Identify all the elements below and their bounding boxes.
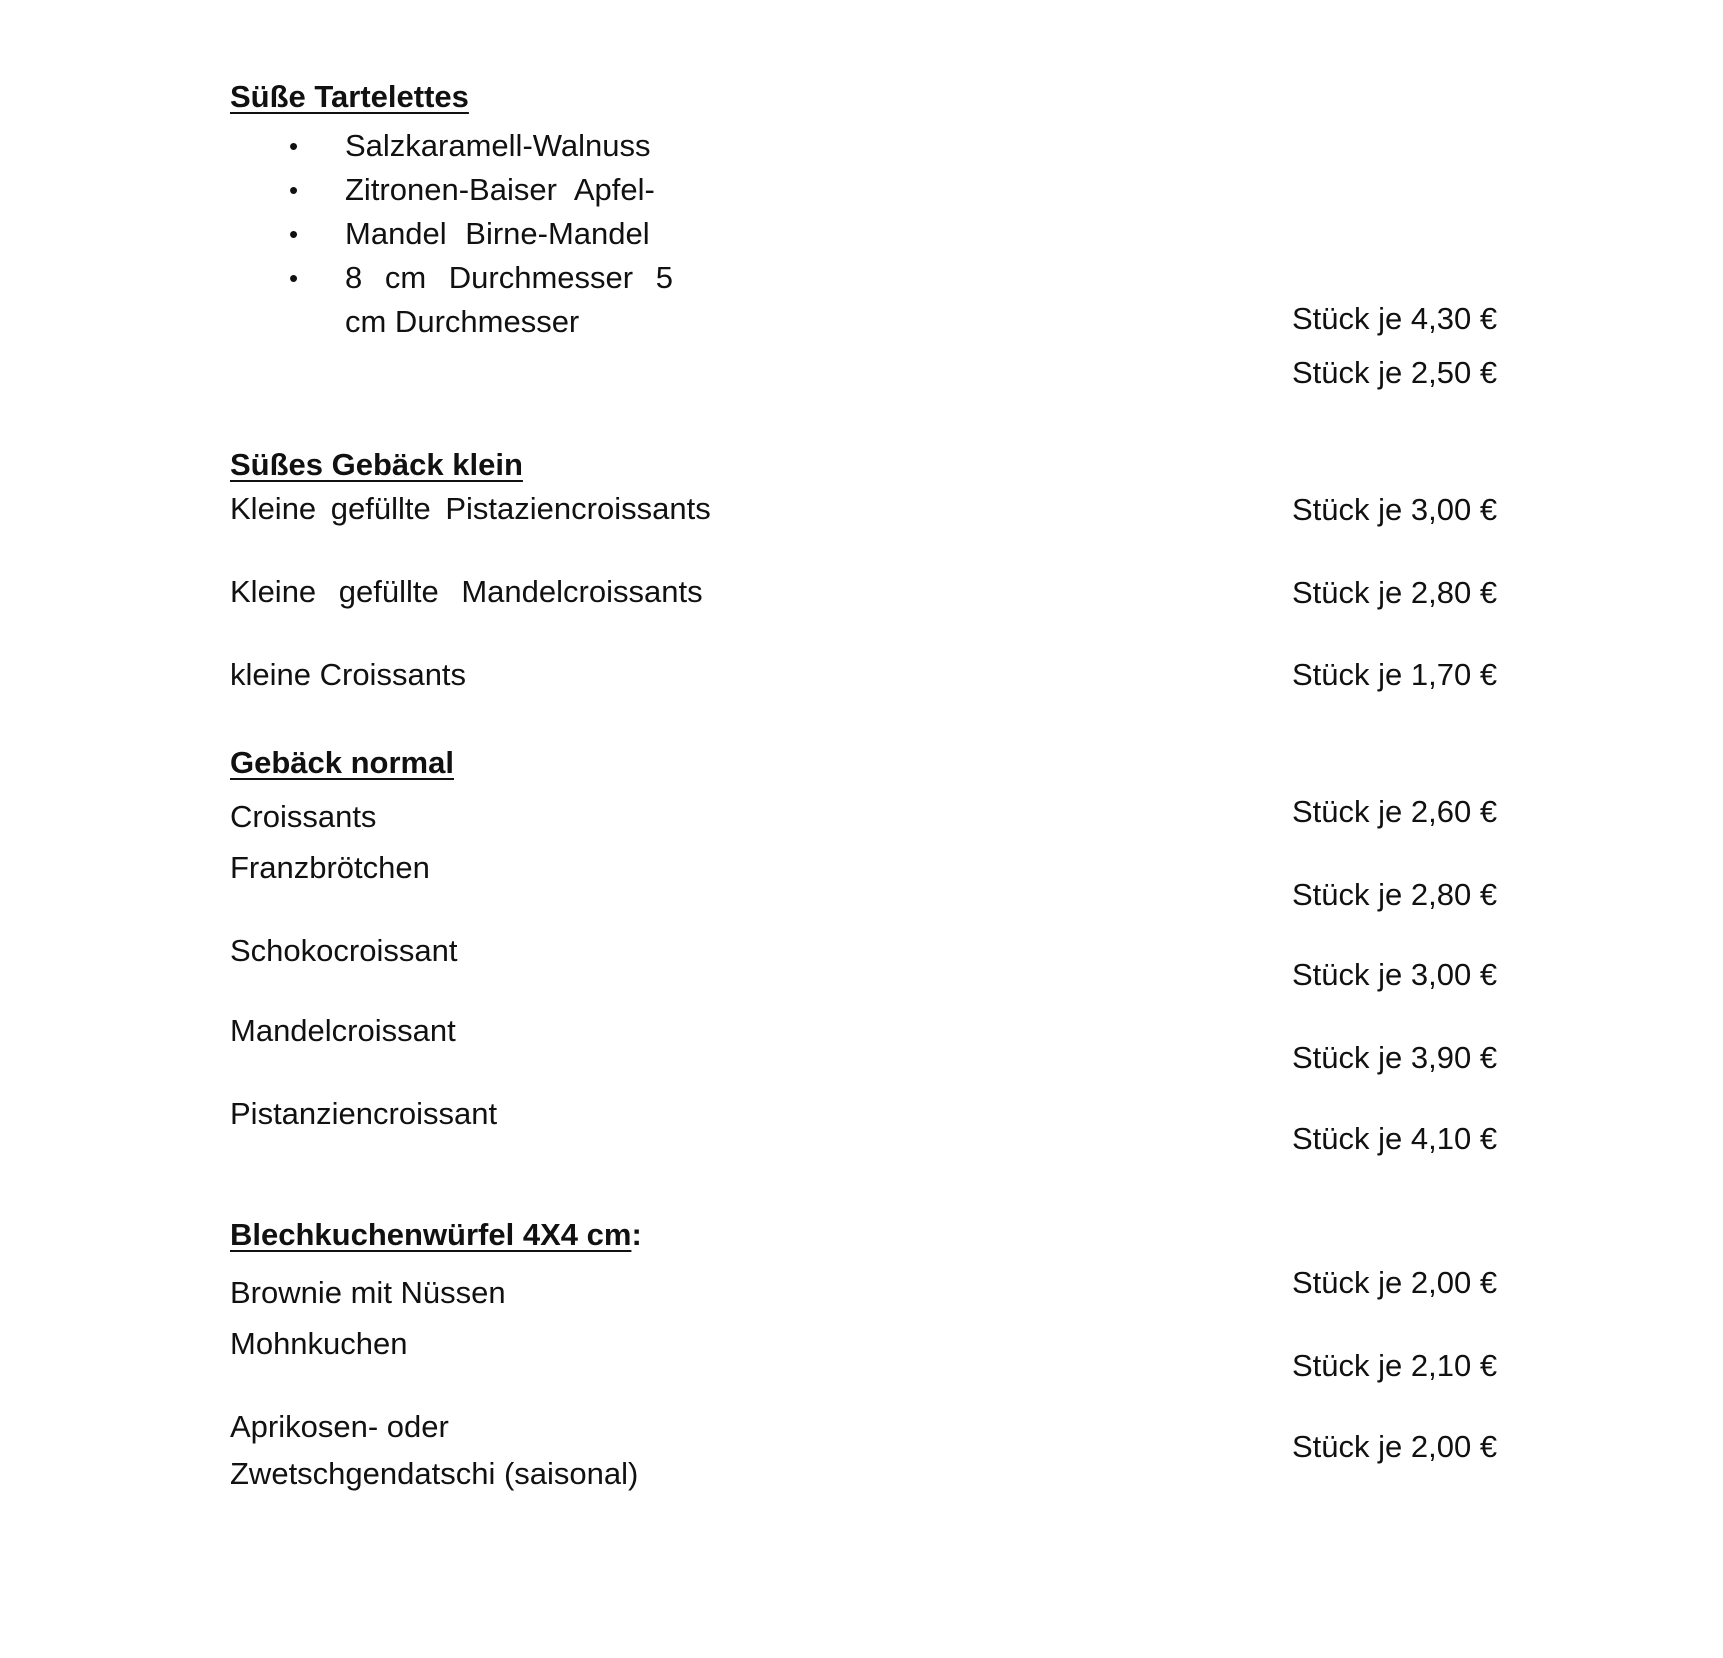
item-price: Stück je 2,50 € [1292, 355, 1498, 390]
item-name: Mandelcroissant [230, 1013, 456, 1048]
item-name: Mohnkuchen [230, 1326, 408, 1361]
item-name: Brownie mit Nüssen [230, 1275, 506, 1310]
section-heading-text: Blechkuchenwürfel 4X4 cm [230, 1217, 632, 1252]
item-price: Stück je 2,80 € [1292, 877, 1498, 912]
item-price: Stück je 3,90 € [1292, 1040, 1498, 1075]
bullet-icon: • [289, 219, 299, 249]
item-name: Pistanziencroissant [230, 1096, 498, 1131]
item-price: Stück je 2,60 € [1292, 794, 1498, 829]
item-name: Franzbrötchen [230, 850, 430, 885]
item-name: Croissants [230, 799, 377, 834]
bullet-icon: • [289, 263, 299, 293]
item-price: Stück je 2,00 € [1292, 1429, 1498, 1464]
list-item: 8 cm Durchmesser 5 [345, 260, 673, 295]
item-price: Stück je 4,10 € [1292, 1121, 1498, 1156]
item-price: Stück je 2,00 € [1292, 1265, 1498, 1300]
item-name-line2: Zwetschgendatschi (saisonal) [230, 1456, 639, 1491]
item-price: Stück je 1,70 € [1292, 657, 1498, 692]
item-name: Aprikosen- oder [230, 1409, 449, 1444]
section-heading-colon: : [631, 1217, 642, 1252]
section-heading-blechkuchen [230, 1216, 642, 1254]
section-heading-gebaeck-klein: Süßes Gebäck klein [230, 447, 523, 482]
list-item: Zitronen-Baiser Apfel- [345, 172, 655, 207]
item-price: Stück je 4,30 € [1292, 301, 1498, 336]
list-item: Salzkaramell-Walnuss [345, 128, 651, 163]
bullet-icon: • [289, 175, 299, 205]
bullet-icon: • [289, 131, 299, 161]
item-price: Stück je 3,00 € [1292, 957, 1498, 992]
item-name: kleine Croissants [230, 657, 467, 692]
item-name: Schokocroissant [230, 933, 458, 968]
list-item: Mandel Birne-Mandel [345, 216, 650, 251]
item-price: Stück je 2,80 € [1292, 575, 1498, 610]
list-item-continuation: cm Durchmesser [345, 304, 580, 339]
item-name: Kleine gefüllte Mandelcroissants [230, 574, 703, 609]
item-price: Stück je 3,00 € [1292, 492, 1498, 527]
item-name: Kleine gefüllte Pistaziencroissants [230, 491, 711, 526]
item-price: Stück je 2,10 € [1292, 1348, 1498, 1383]
section-heading-tartelettes: Süße Tartelettes [230, 79, 469, 114]
section-heading-gebaeck-normal: Gebäck normal [230, 745, 454, 780]
